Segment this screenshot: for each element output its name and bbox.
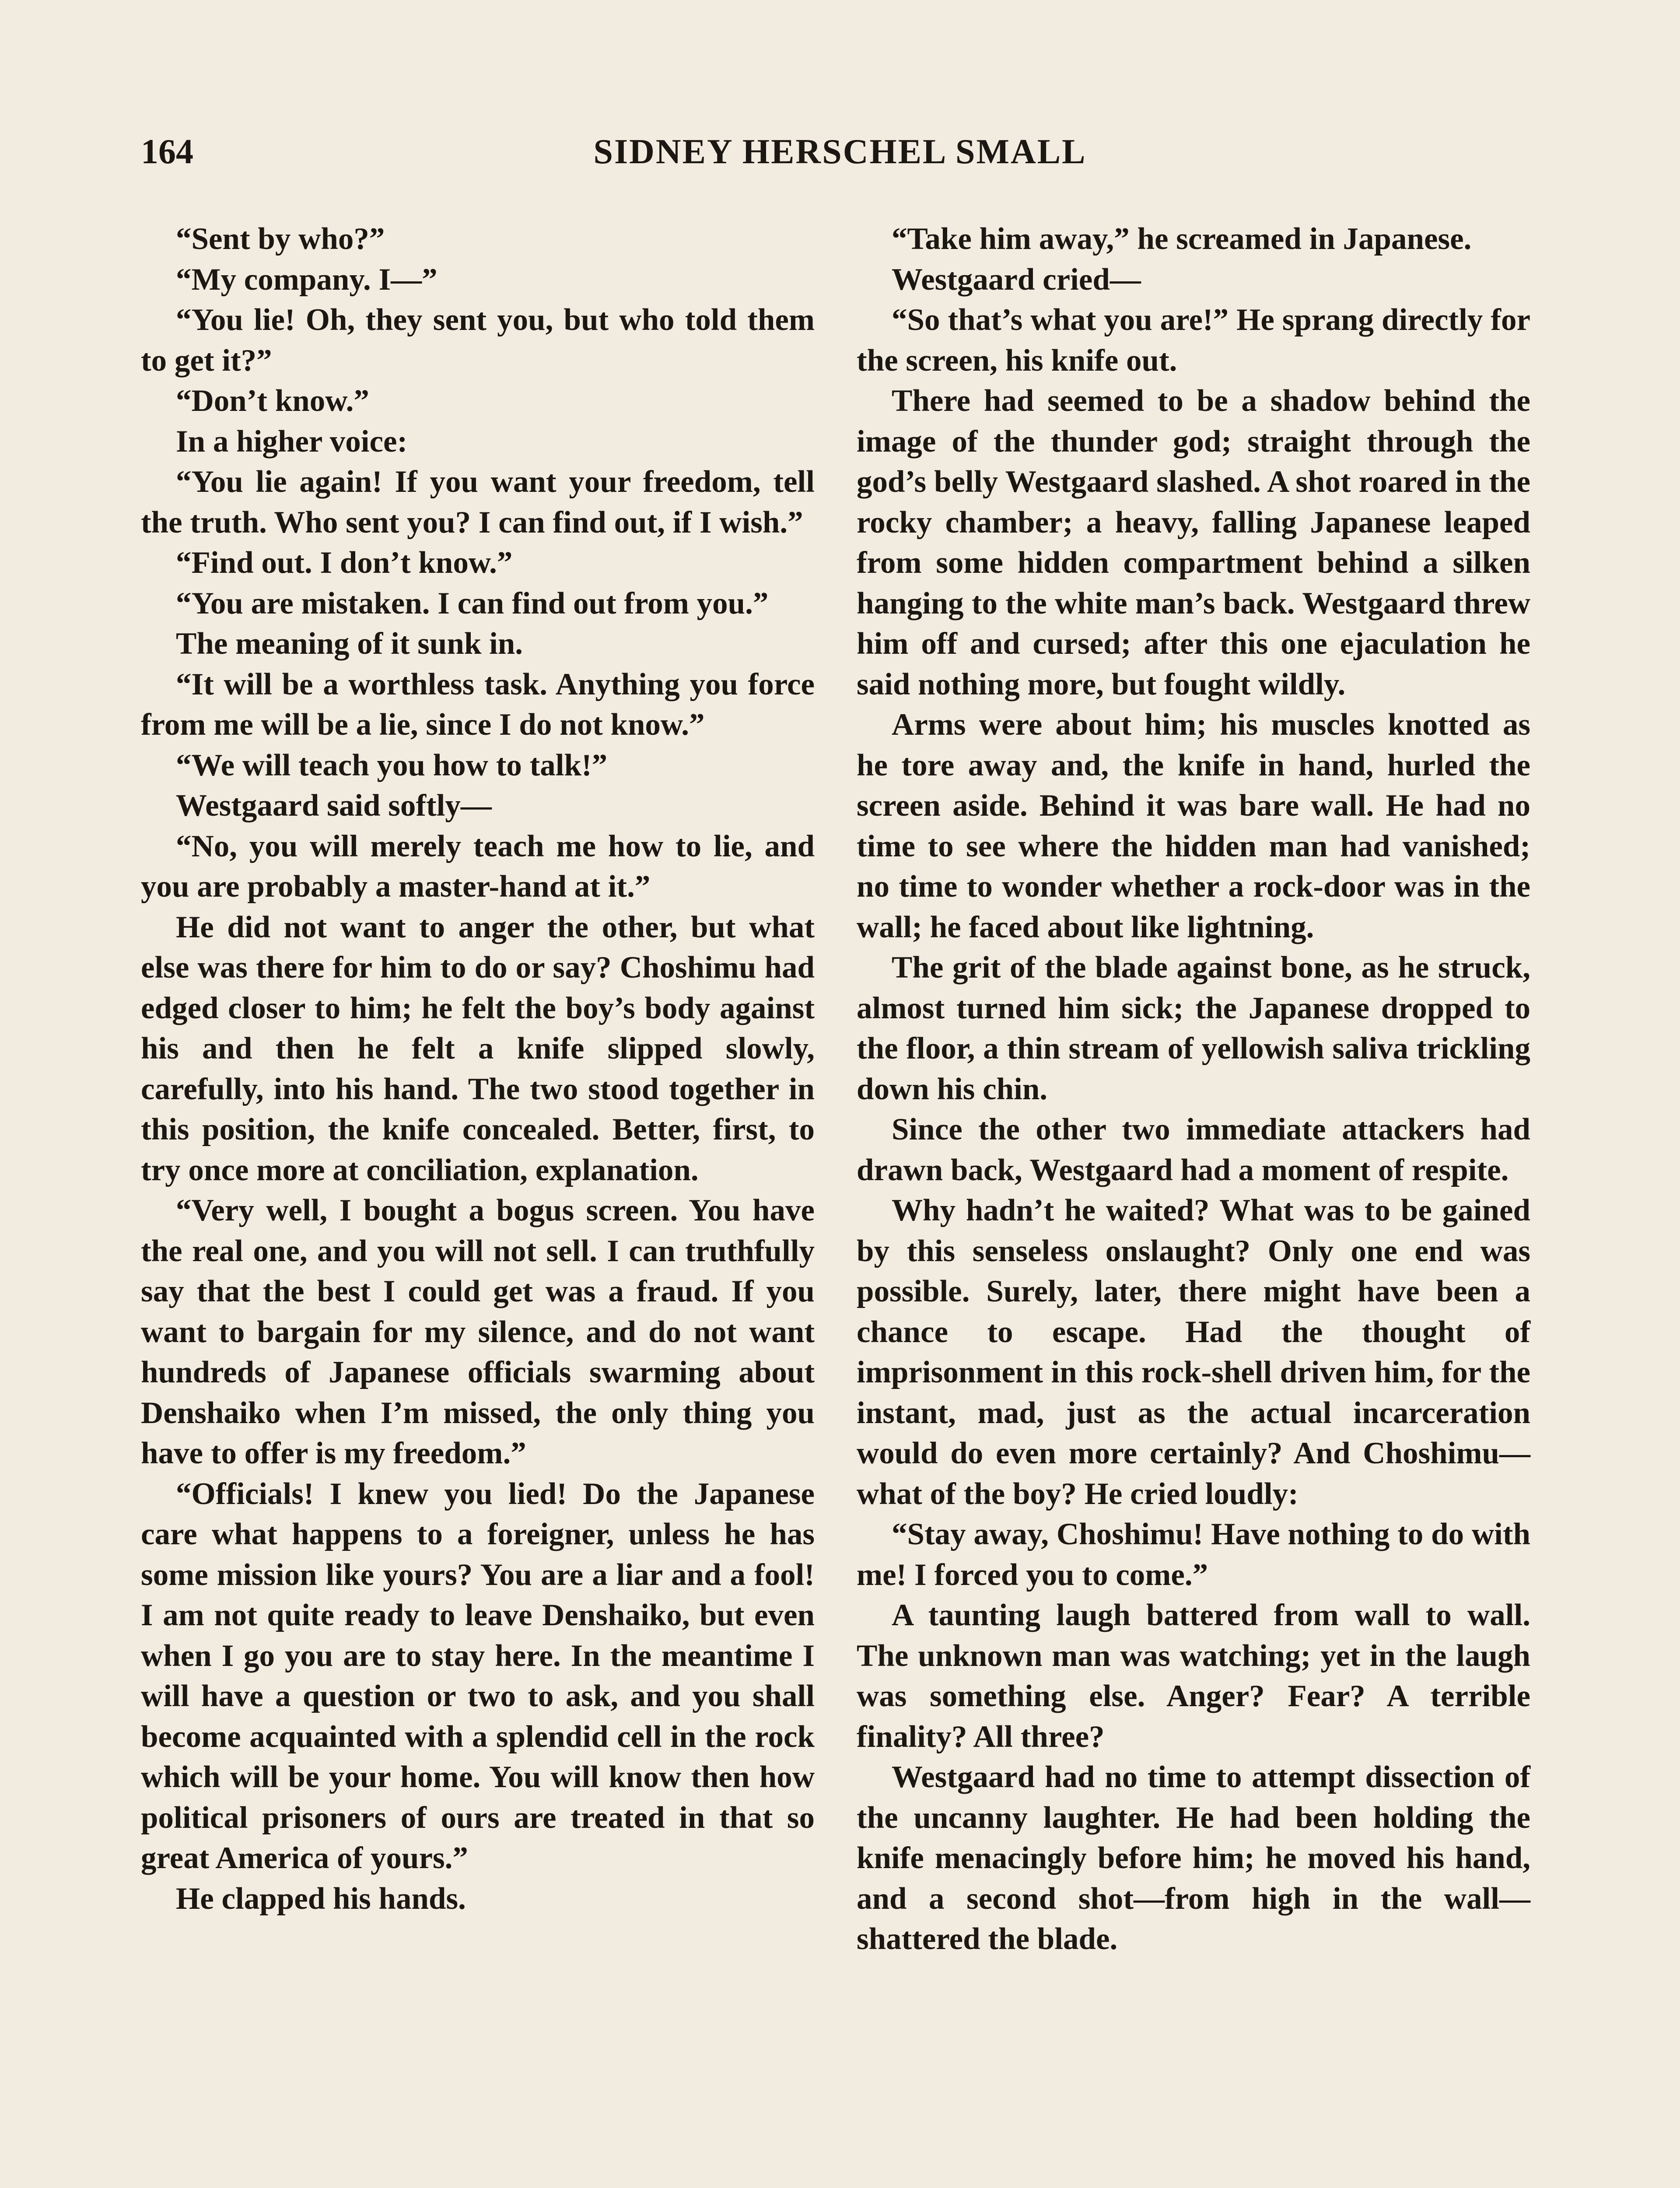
paragraph: Westgaard had no time to attempt dissection of the uncanny laughter. He had been holding the knife menacingly before him; he moved his hand, and a second shot—from high in the wall—shattered the blade. xyxy=(857,1760,1530,1956)
running-head: SIDNEY HERSCHEL SMALL xyxy=(593,133,1087,171)
paragraph: He clapped his hands. xyxy=(176,1881,466,1916)
paragraph: “Very well, I bought a bogus screen. You have the real one, and you will not sell. I can truthfully say that the best I could get was a fraud. If you want to bargain for my silence, and do not want hundreds of Japanese officials swarming about Denshaiko when I’m missed, the only thing you have to offer is my freedom.” xyxy=(141,1193,815,1470)
paragraph: There had seemed to be a shadow behind the image of the thunder god; straight through the god’s belly Westgaard slashed. A shot roared in the rocky chamber; a heavy, falling Japanese leaped from some hidden compartment behind a silken hanging to the white man’s back. Westgaard threw him off and cursed; after this one ejaculation he said nothing more, but fought wildly. xyxy=(857,384,1530,701)
paragraph: “You lie again! If you want your freedom, tell the truth. Who sent you? I can find out, if I wish.” xyxy=(141,465,815,540)
paragraph: “Don’t know.” xyxy=(176,384,369,418)
paragraph: “We will teach you how to talk!” xyxy=(176,748,608,782)
paragraph: A taunting laugh battered from wall to wall. The unknown man was watching; yet in the laugh was something else. Anger? Fear? A terrible finality? All three? xyxy=(857,1598,1530,1754)
left-column xyxy=(141,219,815,1919)
paragraph: The grit of the blade against bone, as he struck, almost turned him sick; the Japanese dropped to the floor, a thin stream of yellowish saliva trickling down his chin. xyxy=(857,950,1530,1106)
paragraph: Westgaard said softly— xyxy=(176,789,492,823)
paragraph: The meaning of it sunk in. xyxy=(176,627,523,661)
paragraph: “Find out. I don’t know.” xyxy=(176,546,513,580)
page-number: 164 xyxy=(141,133,193,171)
paragraph: In a higher voice: xyxy=(176,424,408,459)
paragraph: He did not want to anger the other, but what else was there for him to do or say? Choshimu had edged closer to him; he felt the boy’s body against his and then he felt a knife slipped slowly, carefully, into his hand. The two stood together in this position, the knife concealed. Better, first, to try once more at conciliation, explanation. xyxy=(141,910,815,1187)
paragraph: “Stay away, Choshimu! Have nothing to do with me! I forced you to come.” xyxy=(857,1517,1530,1592)
paragraph: “Officials! I knew you lied! Do the Japanese care what happens to a foreigner, unless he has some mission like yours? You are a liar and a fool! I am not quite ready to leave Denshaiko, but even when I go you are to stay here. In the meantime I will have a question or two to ask, and you shall become acquainted with a splendid cell in the rock which will be your home. You will know then how political prisoners of ours are treated in that so great America of yours.” xyxy=(141,1476,815,1875)
paragraph: “You lie! Oh, they sent you, but who told them to get it?” xyxy=(141,303,815,378)
paragraph: “It will be a worthless task. Anything you force from me will be a lie, since I do not know.” xyxy=(141,667,815,742)
paragraph: “Sent by who?” xyxy=(176,222,385,256)
page-header xyxy=(141,128,1539,176)
paragraph: Why hadn’t he waited? What was to be gained by this senseless onslaught? Only one end was possible. Surely, later, there might have been a chance to escape. Had the thought of imprisonment in this rock-shell driven him, for the instant, mad, just as the actual incarceration would do even more certainly? And Choshimu—what of the boy? He cried loudly: xyxy=(857,1193,1530,1511)
paragraph: Since the other two immediate attackers had drawn back, Westgaard had a moment of respite. xyxy=(857,1112,1530,1187)
paragraph: “Take him away,” he screamed in Japanese. xyxy=(892,222,1472,256)
paragraph: “No, you will merely teach me how to lie, and you are probably a master-hand at it.” xyxy=(141,829,815,904)
paragraph: “So that’s what you are!” He sprang directly for the screen, his knife out. xyxy=(857,303,1530,378)
paragraph: “My company. I—” xyxy=(176,262,438,297)
paragraph: “You are mistaken. I can find out from you.” xyxy=(176,586,769,621)
paragraph: Arms were about him; his muscles knotted as he tore away and, the knife in hand, hurled the screen aside. Behind it was bare wall. He had no time to see where the hidden man had vanished; no time to wonder whether a rock-door was in the wall; he faced about like lightning. xyxy=(857,708,1530,944)
right-column xyxy=(857,219,1530,1960)
paragraph: Westgaard cried— xyxy=(892,262,1141,297)
